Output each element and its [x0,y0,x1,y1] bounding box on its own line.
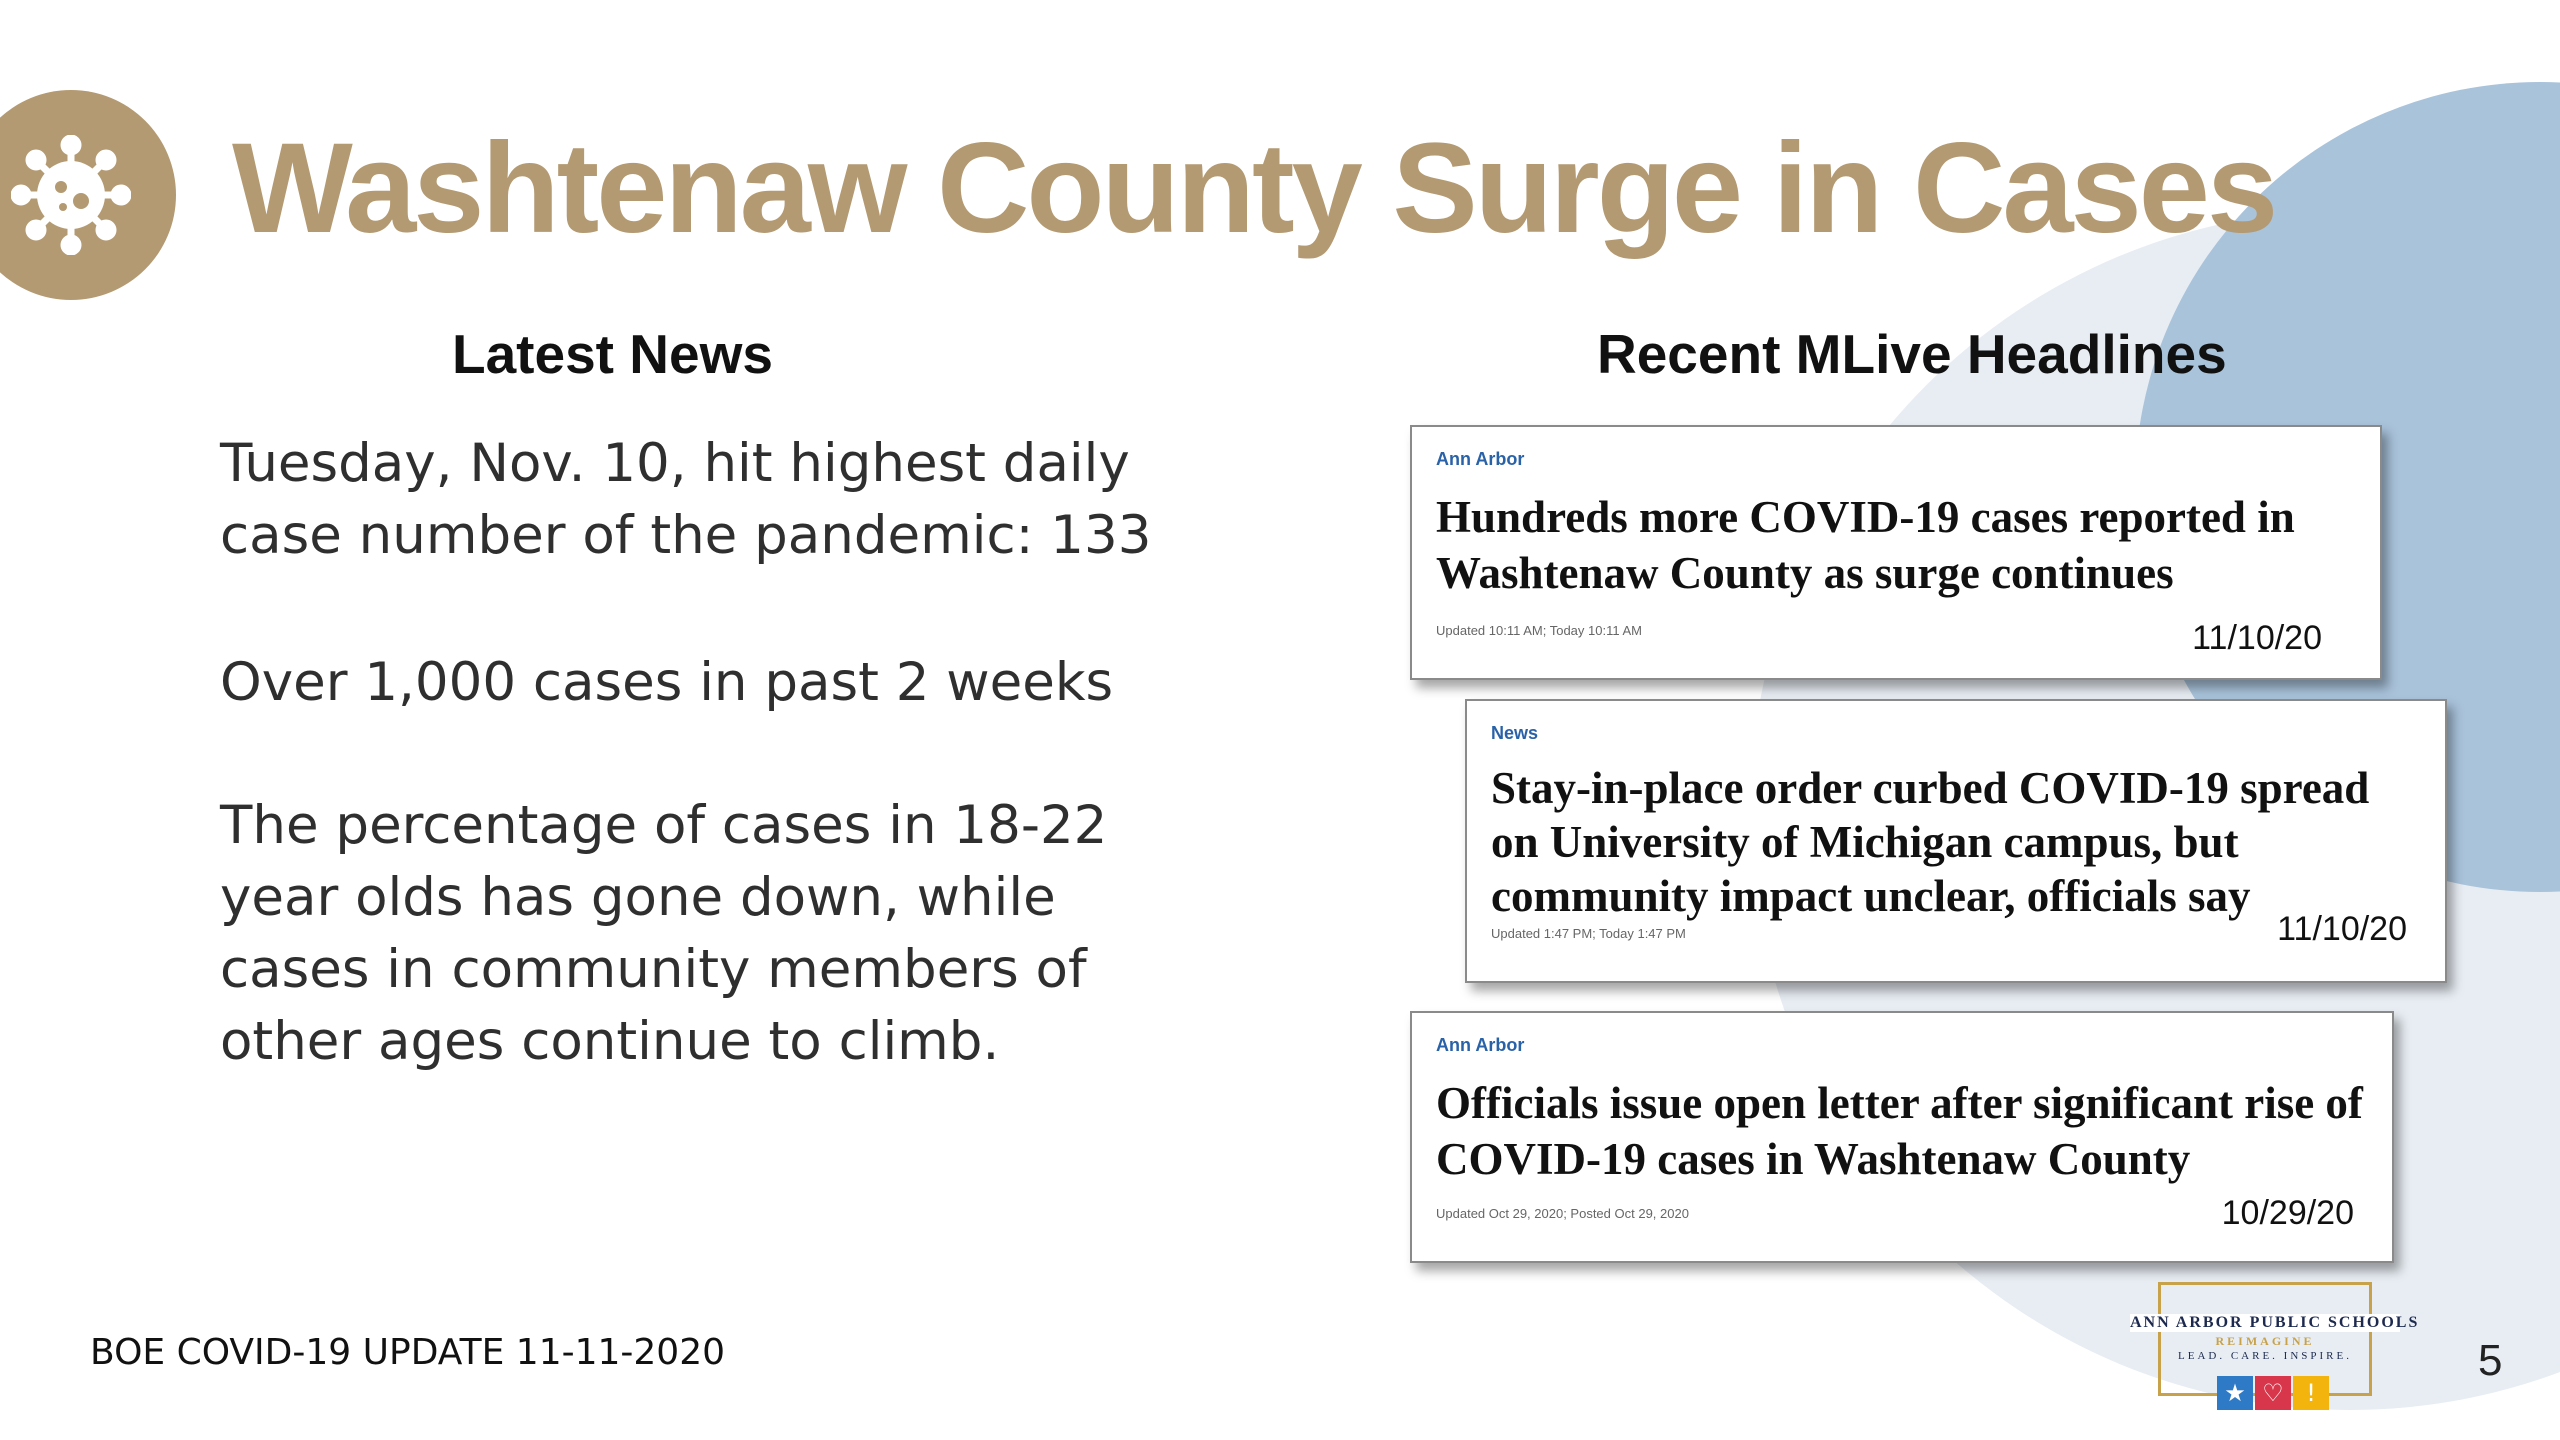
card-headline: Hundreds more COVID-19 cases reported in Washtenaw County as surge continues [1436,492,2295,598]
exclamation-icon: ! [2293,1376,2329,1410]
card-updated: Updated 10:11 AM; Today 10:11 AM [1436,623,1642,638]
headline-card [1410,1011,2394,1263]
card-updated: Updated 1:47 PM; Today 1:47 PM [1491,926,1686,941]
card-updated: Updated Oct 29, 2020; Posted Oct 29, 2020 [1436,1206,1689,1221]
card-date: 11/10/20 [2277,910,2407,948]
headline-card [1465,699,2447,983]
logo-tagline: REIMAGINE [2215,1334,2315,1348]
page-number: 5 [2478,1336,2503,1385]
news-item: Tuesday, Nov. 10, hit highest daily case number of the pandemic: 133 [220,433,1152,566]
logo-subline: LEAD. CARE. INSPIRE. [2178,1350,2352,1362]
news-item: Over 1,000 cases in past 2 weeks [220,652,1114,713]
headline-card [1410,425,2382,680]
footer-text: BOE COVID-19 UPDATE 11-11-2020 [90,1332,726,1373]
heart-icon: ♡ [2255,1376,2291,1410]
logo-icons [2217,1376,2331,1410]
card-date: 10/29/20 [2221,1194,2354,1232]
card-headline: Officials issue open letter after significant rise of COVID-19 cases in Washtenaw County [1436,1078,2363,1184]
card-headline: Stay-in-place order curbed COVID-19 spread on University of Michigan campus, but community impact unclear, officials say [1491,763,2370,921]
card-section: News [1491,723,1539,743]
card-section: Ann Arbor [1436,1035,1525,1055]
slide-title: Washtenaw County Surge in Cases [232,117,2276,260]
card-section: Ann Arbor [1436,449,1525,469]
latest-news-heading: Latest News [452,323,773,385]
star-icon: ★ [2217,1376,2253,1410]
virus-icon [0,90,176,300]
school-logo [2130,1282,2420,1407]
logo-name: ANN ARBOR PUBLIC SCHOOLS [2130,1314,2420,1331]
headlines-heading: Recent MLive Headlines [1597,323,2227,385]
news-item: The percentage of cases in 18-22 year olds has gone down, while cases in community members of other ages continue to climb. [220,795,1108,1072]
card-date: 11/10/20 [2192,619,2322,657]
